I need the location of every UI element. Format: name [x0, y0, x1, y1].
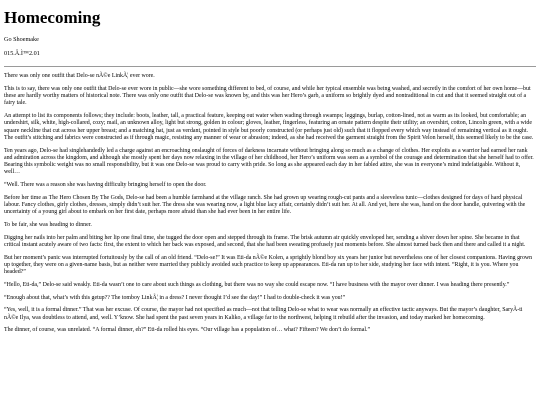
- story-paragraph: Before her time as The Hero Chosen By The Gods, Delo-se had been a humble farmhand at the village ranch. She had grown up wearing rough-cut pants and a sleeveless tunic—clothes designed for days of hard physical labour. Fancy clothes, girly clothes, dresses, simply didn’t suit her. The dress she was wearing now, a light blue lacy affair, certainly didn’t suit her. At all. And yet, here she was, hand on the door handle, quivering with the uncertainty of a young girl about to embark on her first date, perhaps more afraid than she had ever been in her entire life.: [4, 194, 526, 216]
- story-paragraph: “Enough about that, what’s with this getup?? The tomboy LinkÃ¦ in a dress? I never thought I’d see the day!” I had to double-check it was you!”: [4, 294, 346, 301]
- meta-line: 015.Â.Ì™2.01: [4, 50, 40, 57]
- story-paragraph: “Hello, Eti-da,” Delo-se said weakly. Eti-da wasn’t one to care about such things as clothing, but there was no way she could escape now. “I have business with the mayor over dinner. I was heading there presently.”: [4, 282, 510, 289]
- story-paragraph: There was only one outfit that Delo-se nÃ©e LinkÃ¦ ever wore.: [4, 73, 155, 79]
- story-paragraph: An attempt to list its components follows; they include: boots, leather, tall, a practical feature, keeping out water when wading through swamps; leggings, burlap, cotton-lined, not as warm as its looked, but comfortable; an undershirt, silk, white, high-collared, cozy; mail, an unknown alloy, light but strong, golden in colour; gloves, leather, fingerless, featuring an ornate pattern despite their utility; an overshirt, cotton, Lincoln green, with a wide square neckline that cut across her upper breast; and a matching hat, just as verdant, pointed in style but poorly constructed (or perhaps just old) such that it flopped every which way instead of remaining vertical as it ought. The outfit’s stitching and fabrics were constructed as if through magic, resisting any manner of wear or abrasion; indeed, as she had received the garment straight from the Spirit Velon herself, this seemed likely to be the case.: [4, 112, 534, 141]
- story-paragraph: The dinner, of course, was unrelated. “A formal dinner, eh?” Eti-da rolled his eyes. “Our village has a population of… what? Fifteen? We don’t do formal.”: [4, 327, 371, 334]
- divider: [4, 66, 536, 67]
- page-title: Homecoming: [4, 8, 101, 27]
- story-paragraph: But her moment’s panic was interrupted fortuitously by the call of an old friend. “Delo-se!” It was Eti-da nÃ©e Kolen, a sprightly blond boy six years her junior but nevertheless one of her closest companions. Having grown up together, they were on a given-name basis, but as neither were married they publicly avoided such practice to keep up appearances. Eti-da ran up to her side, studying her face with intent. “Right, it is you. Where you headed?”: [4, 254, 533, 276]
- author-line: Go Shoemake: [4, 36, 39, 43]
- story-paragraph: “Yes, well, it is a formal dinner.” That was her excuse. Of course, the mayor had not specified as much—not that telling Delo-se what to wear was normally an effective tactic anyways. But the mayor’s daughter, SaryÃ-ti nÃ©e Ilya, was doubtless to attend, and, well. Y’know. She had spent the past seven years in Kaliko, a village far to the northwest, helping it rebuild after the invasion, and today marked her homecoming.: [4, 307, 523, 321]
- story-paragraph: Digging her nails into her palm and biting her lip one final time, she tugged the door open and stepped through its frame. The brisk autumn air quickly enveloped her, sending a shiver down her spine. She became in that critical instant acutely aware of two facts: first, the extent to which her back was exposed, and second, that she had been sweating profusely just moments before. She almost turned back then and there and called it a night.: [4, 234, 526, 249]
- story-paragraph: “Well. There was a reason she was having difficulty bringing herself to open the door.: [4, 182, 207, 189]
- story-paragraph: This is to say, there was only one outfit that Delo-se ever wore in public—she wore something different to bed, of course, and while her typical ensemble was being washed, and secretly in the comfort of her own home—but these are hardly worthy matters of historical note. There was only one outfit that Delo-se was known by, and this was her Hero’s garb, a uniform so brightly dyed and nontraditional in cut and that it seemed straight out of a fairy tale.: [4, 85, 531, 107]
- story-paragraph: To be fair, she was heading to dinner.: [4, 222, 92, 229]
- story-paragraph: Ten years ago, Delo-se had singlehandedly led a charge against an encroaching onslaught of forces of darkness incarnate without bringing along so much as a change of clothes. Her exploits as a warrior had earned her rank and admiration across the kingdom, and although she mostly spent her days now relaxing in the village of her childhood, her Hero’s uniform was seen as a symbol of the courage and determination that she herself had to offer. Bearing this symbolic weight was no small responsibility, but it was one Delo-se was proud to carry with pride. So long as she appeared each day in her fabled attire, she was in everyone’s mind indefatigable. Without it, well…: [4, 147, 534, 176]
